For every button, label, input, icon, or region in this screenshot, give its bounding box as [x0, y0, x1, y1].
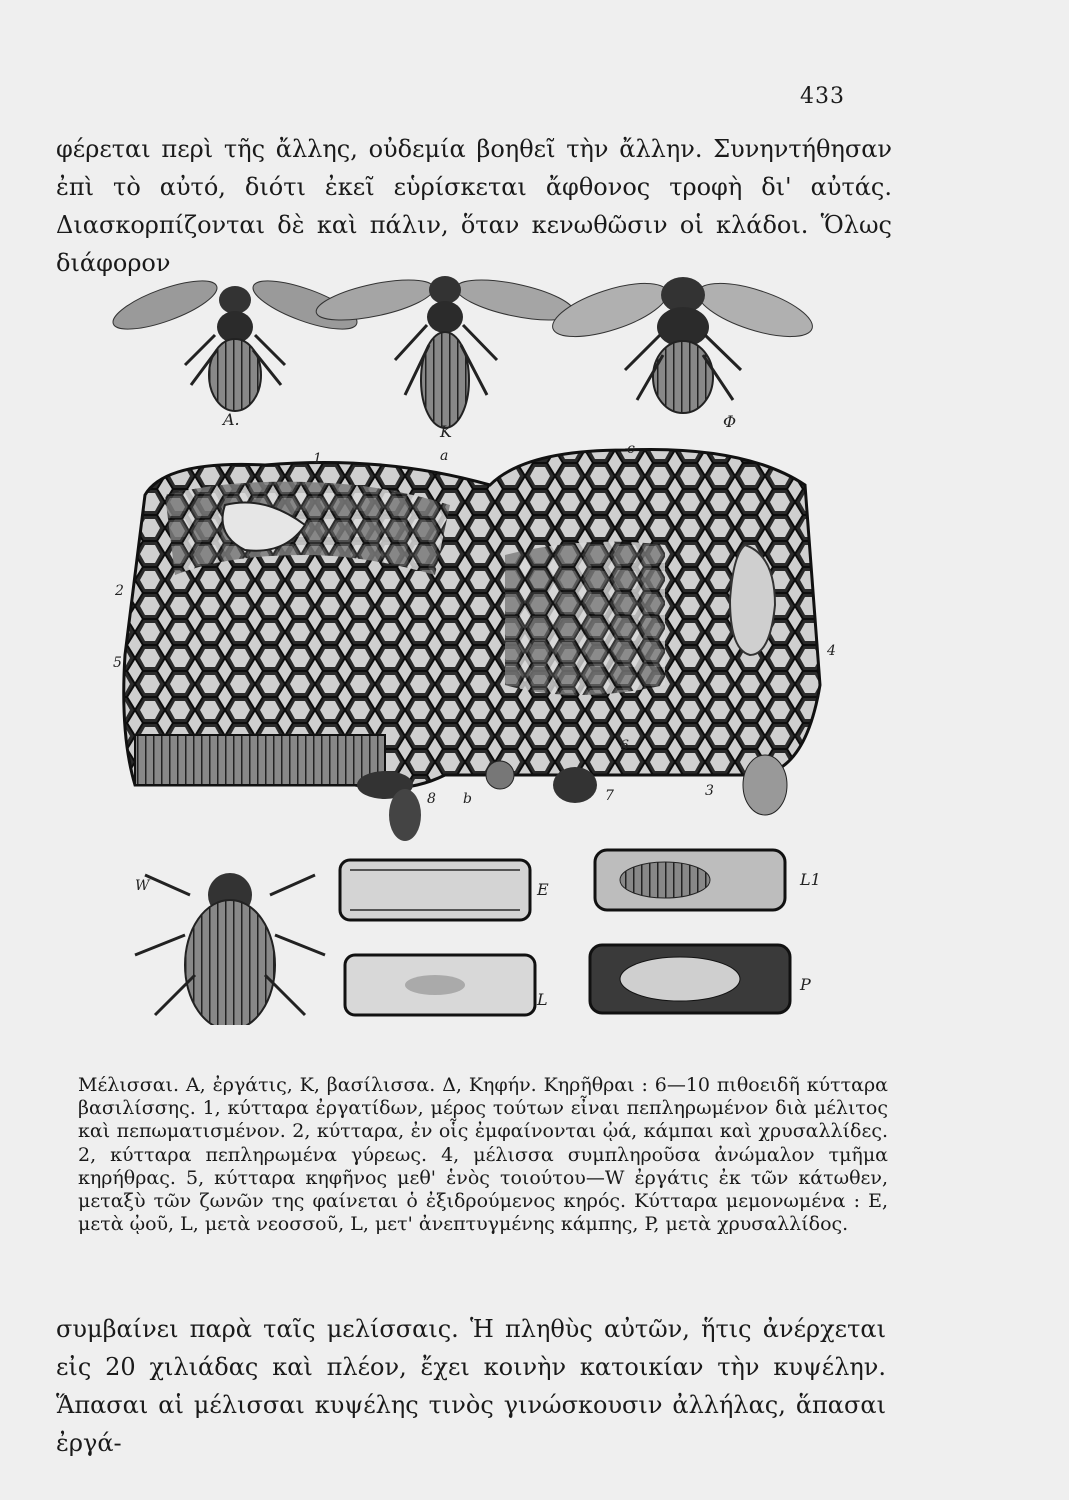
- top-paragraph: φέρεται περὶ τῆς ἄλλης, οὐδεμία βοηθεῖ τὴν ἄλλην. Συνηντήθησαν ἐπὶ τὸ αὐτό, διότι ἐκεῖ εὑρίσκεται ἄφθονος τροφὴ δι' αὐτάς. Διασκορπίζονται δὲ καὶ πάλιν, ὅταν κενωθῶσιν οἱ κλάδοι. Ὅλως διάφορον: [56, 135, 892, 277]
- svg-text:b: b: [463, 791, 472, 807]
- isolated-cells: [340, 850, 790, 1015]
- svg-text:8: 8: [427, 791, 436, 807]
- figure-caption: Μέλισσαι. Α, ἐργάτις, Κ, βασίλισσα. Δ, Κηφήν. Κηρῆθραι : 6—10 πιθοειδῆ κύτταρα βασιλίσσης. 1, κύτταρα ἐργατίδων, μέρος τούτων εἶναι πεπληρωμένον διὰ μέλιτος καὶ πεπωματισμένον. 2, κύτταρα, ἐν οἷς ἐμφαίνονται ᾠά, κάμπαι καὶ χρυσαλλίδες. 2, κύτταρα πεπληρωμένα γύρεως. 4, μέλισσα συμπληροῦσα ἀνώμαλον τμῆμα κηρήθρας. 5, κύτταρα κηφῆνος μεθ' ἑνὸς τοιούτου—W ἐργάτις ἐκ τῶν κάτωθεν, μεταξὺ τῶν ζωνῶν της φαίνεται ὁ ἐξιδρούμενος κηρός. Κύτταρα μεμονωμένα : E, μετὰ ᾠοῦ, L, μετὰ νεοσσοῦ, L, μετ' ἀνεπτυγμένης κάμπης, P, μετὰ χρυσαλλίδος.: [78, 1074, 888, 1236]
- svg-text:7: 7: [605, 788, 614, 804]
- svg-text:2: 2: [115, 583, 124, 599]
- queen-bee: [313, 272, 577, 428]
- bottom-paragraph: συμβαίνει παρὰ ταῖς μελίσσαις. Ἡ πληθὺς αὐτῶν, ἥτις ἀνέρχεται εἰς 20 χιλιάδας καὶ πλέον, ἔχει κοινὴν κατοικίαν τὴν κυψέλην. Ἅπασαι αἱ μέλισσαι κυψέλης τινὸς γινώσκουσιν ἀλλήλας, ἅπασαι ἐργά-: [56, 1315, 886, 1457]
- svg-text:a: a: [440, 448, 449, 464]
- svg-text:5: 5: [113, 655, 122, 671]
- svg-text:P: P: [800, 975, 811, 994]
- label-k: K: [440, 422, 452, 441]
- svg-text:E: E: [537, 880, 549, 899]
- worker-underside: [135, 873, 325, 1025]
- svg-text:W: W: [135, 878, 150, 894]
- svg-text:L: L: [537, 990, 548, 1009]
- svg-text:6: 6: [620, 738, 629, 754]
- label-d: Φ: [723, 412, 737, 431]
- bees-and-honeycomb-engraving: [105, 255, 845, 1025]
- svg-text:L1: L1: [800, 870, 821, 889]
- svg-text:4: 4: [827, 643, 836, 659]
- bees-illustration: [105, 255, 845, 1025]
- honeycomb: [124, 449, 820, 841]
- label-a: A.: [223, 410, 240, 429]
- svg-text:3: 3: [705, 783, 714, 799]
- worker-bee: [108, 271, 362, 411]
- drone-bee: [547, 272, 818, 413]
- svg-text:1: 1: [313, 451, 322, 467]
- page-number: 433: [800, 84, 845, 109]
- svg-text:c: c: [627, 441, 635, 457]
